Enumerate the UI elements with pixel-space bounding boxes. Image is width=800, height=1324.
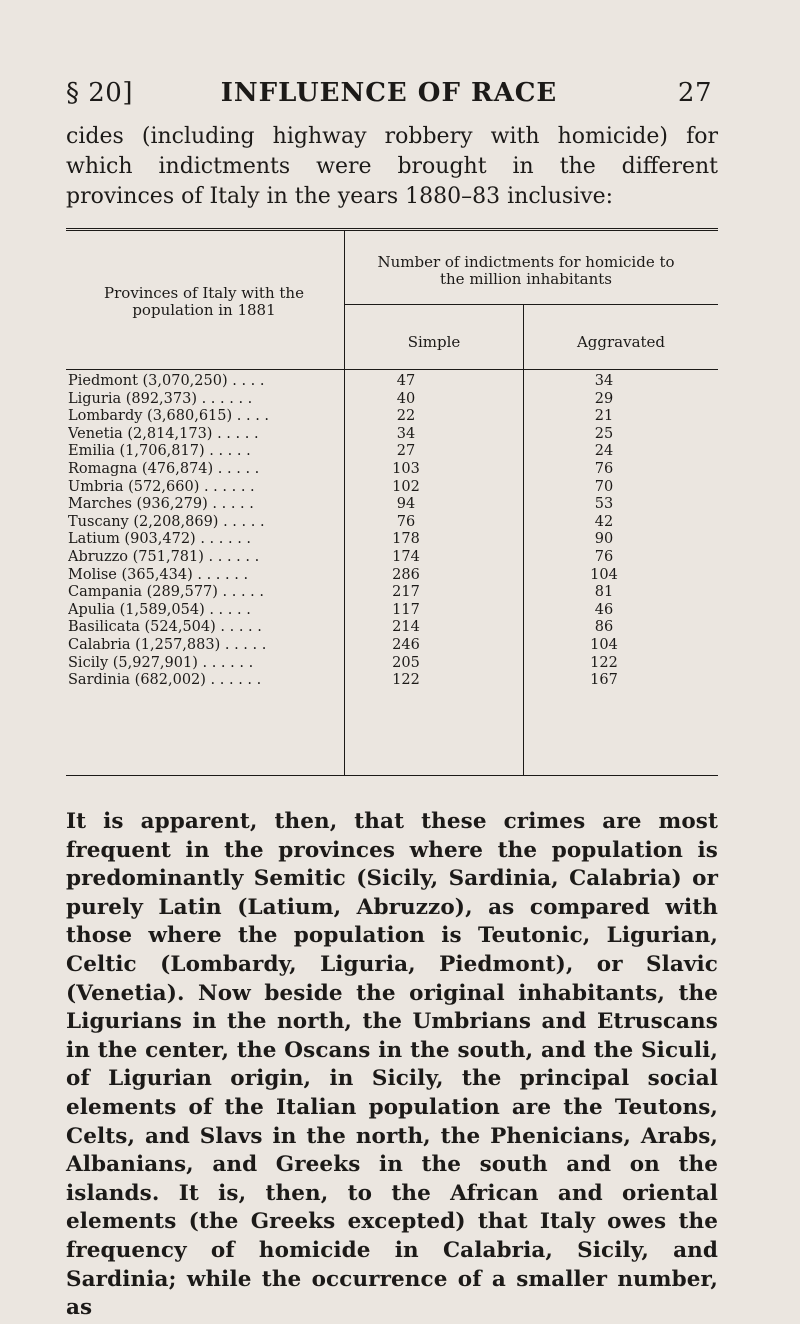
aggravated-cell: 46 <box>594 601 614 618</box>
simple-cell: 103 <box>392 460 420 477</box>
province-cell: Emilia (1,706,817) . . . . . <box>68 443 251 460</box>
table-row <box>66 443 718 461</box>
table-row <box>66 531 718 549</box>
simple-cell: 102 <box>392 478 420 495</box>
table-row <box>66 584 718 602</box>
table-body <box>66 373 718 690</box>
simple-cell: 246 <box>392 636 420 653</box>
simple-cell: 22 <box>396 408 416 425</box>
section-marker: § 20] <box>66 78 133 108</box>
simple-cell: 286 <box>392 566 420 583</box>
aggravated-cell: 24 <box>594 443 614 460</box>
table-row <box>66 549 718 567</box>
aggravated-column-header: Aggravated <box>576 333 666 351</box>
province-cell: Umbria (572,660) . . . . . . <box>68 478 255 495</box>
province-cell: Calabria (1,257,883) . . . . . <box>68 636 267 653</box>
province-cell: Abruzzo (751,781) . . . . . . <box>68 548 260 565</box>
table-row <box>66 514 718 532</box>
table-row <box>66 426 718 444</box>
page-number: 27 <box>677 78 712 108</box>
province-cell: Latium (903,472) . . . . . . <box>68 531 252 548</box>
table-row <box>66 479 718 497</box>
indictments-group-header: Number of indictments for homicide to the million inhabitants <box>377 253 675 288</box>
aggravated-cell: 104 <box>590 636 618 653</box>
simple-cell: 47 <box>396 373 416 389</box>
province-cell: Liguria (892,373) . . . . . . <box>68 390 253 407</box>
simple-column-header: Simple <box>407 333 461 351</box>
simple-cell: 178 <box>392 531 420 548</box>
table-row <box>66 655 718 673</box>
simple-cell: 122 <box>392 672 420 689</box>
simple-cell: 40 <box>396 390 416 407</box>
simple-cell: 117 <box>392 601 420 618</box>
simple-cell: 34 <box>396 425 416 442</box>
province-cell: Molise (365,434) . . . . . . <box>68 566 249 583</box>
simple-cell: 217 <box>392 584 420 601</box>
province-cell: Sicily (5,927,901) . . . . . . <box>68 654 254 671</box>
table-row <box>66 672 718 690</box>
aggravated-cell: 70 <box>594 478 614 495</box>
aggravated-cell: 76 <box>594 548 614 565</box>
page-header <box>66 78 712 108</box>
aggravated-cell: 53 <box>594 496 614 513</box>
table-row <box>66 373 718 391</box>
table-row <box>66 637 718 655</box>
province-cell: Apulia (1,589,054) . . . . . <box>68 601 251 618</box>
province-cell: Sardinia (682,002) . . . . . . <box>68 672 262 689</box>
aggravated-cell: 76 <box>594 460 614 477</box>
table-row <box>66 461 718 479</box>
table-header-rule <box>66 369 718 370</box>
aggravated-cell: 42 <box>594 513 614 530</box>
table-row <box>66 619 718 637</box>
province-cell: Basilicata (524,504) . . . . . <box>68 619 262 636</box>
table-row <box>66 496 718 514</box>
table-subheader-rule <box>344 304 718 305</box>
aggravated-cell: 25 <box>594 425 614 442</box>
aggravated-cell: 104 <box>590 566 618 583</box>
table-row <box>66 567 718 585</box>
simple-cell: 27 <box>396 443 416 460</box>
aggravated-cell: 29 <box>594 390 614 407</box>
simple-cell: 174 <box>392 548 420 565</box>
aggravated-cell: 90 <box>594 531 614 548</box>
simple-cell: 94 <box>396 496 416 513</box>
aggravated-cell: 122 <box>590 654 618 671</box>
province-cell: Romagna (476,874) . . . . . <box>68 460 260 477</box>
province-cell: Campania (289,577) . . . . . <box>68 584 265 601</box>
aggravated-cell: 34 <box>594 373 614 389</box>
aggravated-cell: 86 <box>594 619 614 636</box>
simple-cell: 205 <box>392 654 420 671</box>
table-row <box>66 391 718 409</box>
table-row <box>66 408 718 426</box>
province-cell: Tuscany (2,208,869) . . . . . <box>68 513 265 530</box>
aggravated-cell: 21 <box>594 408 614 425</box>
simple-cell: 76 <box>396 513 416 530</box>
simple-cell: 214 <box>392 619 420 636</box>
homicide-table <box>66 228 718 776</box>
table-row <box>66 602 718 620</box>
province-cell: Marches (936,279) . . . . . <box>68 496 254 513</box>
aggravated-cell: 81 <box>594 584 614 601</box>
intro-paragraph: cides (including highway robbery with homicide) for which indictments were brought in the different provinces of Italy in the years 1880–83 inclusive: <box>66 124 718 209</box>
province-cell: Venetia (2,814,173) . . . . . <box>68 425 259 442</box>
body-paragraph: It is apparent, then, that these crimes are most frequent in the provinces where the population is predominantly Semitic (Sicily, Sardinia, Calabria) or purely Latin (Latium, Abruzzo), as compared with those where the population is Teutonic, Ligurian, Celtic (Lombardy, Liguria, Piedmont), or Slavic (Venetia). Now beside the original inhabitants, the Ligurians in the north, the Umbrians and Etruscans in the center, the Oscans in the south, and the Siculi, of Ligurian origin, in Sicily, the principal social elements of the Italian population are the Teutons, Celts, and Slavs in the north, the Phenicians, Arabs, Albanians, and Greeks in the south and on the islands. It is, then, to the African and oriental elements (the Greeks excepted) that Italy owes the frequency of homicide in Calabria, Sicily, and Sardinia; while the occurrence of a smaller number, as <box>66 809 718 1321</box>
province-column-header: Provinces of Italy with the population in 1881 <box>104 284 304 319</box>
province-cell: Lombardy (3,680,615) . . . . <box>68 408 270 425</box>
running-title: INFLUENCE OF RACE <box>220 78 558 108</box>
aggravated-cell: 167 <box>590 672 618 689</box>
province-cell: Piedmont (3,070,250) . . . . <box>68 373 265 389</box>
